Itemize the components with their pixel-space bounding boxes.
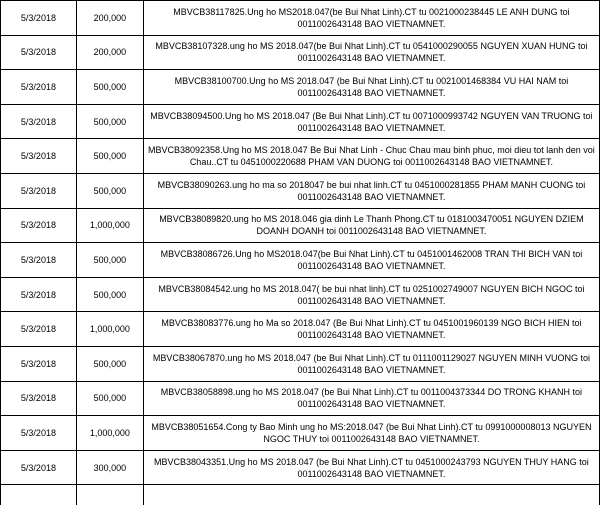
date-cell: 5/3/2018: [1, 381, 77, 416]
description-cell: MBVCB38092358.Ung ho MS 2018.047 Be Bui Nhat Linh - Chuc Chau mau binh phuc, moi dieu tot lanh den voi Chau..CT tu 0451000220688 PHAM VAN DUONG toi 0011002643148 BAO VIETNAMNET.: [143, 139, 599, 174]
description-cell: MBVCB38051654.Cong ty Bao Minh ung ho MS:2018.047 (be Bui Nhat Linh).CT tu 0991000008013 NGUYEN NGOC THUY toi 0011002643148 BAO VIETNAMNET.: [143, 416, 599, 451]
empty-cell: [143, 485, 599, 505]
date-cell: 5/3/2018: [1, 346, 77, 381]
table-row: [1, 70, 600, 105]
description-cell: MBVCB38043351.Ung ho MS 2018.047 (be Bui Nhat Linh).CT tu 0451000243793 NGUYEN THUY HANG toi 0011002643148 BAO VIETNAMNET.: [143, 450, 599, 485]
table-row: [1, 208, 600, 243]
amount-cell: 1,000,000: [76, 312, 143, 347]
empty-cell: [1, 485, 77, 505]
description-cell: MBVCB38084542.ung ho MS 2018.047( be bui nhat linh).CT tu 0251002749007 NGUYEN BICH NGOC toi 0011002643148 BAO VIETNAMNET.: [143, 277, 599, 312]
table-row: [1, 381, 600, 416]
date-cell: 5/3/2018: [1, 104, 77, 139]
description-cell: MBVCB38086726.Ung ho MS2018.047(be Bui Nhat Linh).CT tu 0451001462008 TRAN THI BICH VAN toi 0011002643148 BAO VIETNAMNET.: [143, 243, 599, 278]
amount-cell: 500,000: [76, 70, 143, 105]
description-cell: MBVCB38083776.ung ho Ma so 2018.047 (Be Bui Nhat Linh).CT tu 0451001960139 NGO BICH HIEN toi 0011002643148 BAO VIETNAMNET.: [143, 312, 599, 347]
amount-cell: 500,000: [76, 381, 143, 416]
date-cell: 5/3/2018: [1, 139, 77, 174]
description-cell: MBVCB38067870.ung ho MS 2018.047 (be Bui Nhat Linh).CT tu 0111001129027 NGUYEN MINH VUONG toi 0011002643148 BAO VIETNAMNET.: [143, 346, 599, 381]
table-row: [1, 485, 600, 505]
amount-cell: 500,000: [76, 346, 143, 381]
table-row: [1, 346, 600, 381]
description-cell: MBVCB38100700.Ung ho MS 2018.047 (be Bui Nhat Linh).CT tu 0021001468384 VU HAI NAM toi 0011002643148 BAO VIETNAMNET.: [143, 70, 599, 105]
table-row: [1, 104, 600, 139]
description-cell: MBVCB38089820.ung ho MS 2018.046 gia dinh Le Thanh Phong.CT tu 0181003470051 NGUYEN DZIEM DOANH DOANH toi 0011002643148 BAO VIETNAMNET.: [143, 208, 599, 243]
table-row: [1, 416, 600, 451]
table-row: [1, 243, 600, 278]
date-cell: 5/3/2018: [1, 243, 77, 278]
description-cell: MBVCB38090263.ung ho ma so 2018047 be bui nhat linh.CT tu 0451000281855 PHAM MANH CUONG toi 0011002643148 BAO VIETNAMNET.: [143, 173, 599, 208]
description-cell: MBVCB38058898.ung ho MS 2018.047 (be Bui Nhat Linh).CT tu 0011004373344 DO TRONG KHANH toi 0011002643148 BAO VIETNAMNET.: [143, 381, 599, 416]
table-row: [1, 173, 600, 208]
table-row: [1, 1, 600, 36]
description-cell: MBVCB38107328.ung ho MS 2018.047(be Bui Nhat Linh).CT tu 0541000290055 NGUYEN XUAN HUNG toi 0011002643148 BAO VIETNAMNET.: [143, 35, 599, 70]
amount-cell: 200,000: [76, 1, 143, 36]
table-row: [1, 450, 600, 485]
date-cell: 5/3/2018: [1, 173, 77, 208]
date-cell: 5/3/2018: [1, 208, 77, 243]
table-row: [1, 312, 600, 347]
donation-rows: [1, 1, 600, 505]
table-row: [1, 277, 600, 312]
amount-cell: 500,000: [76, 243, 143, 278]
description-cell: MBVCB38094500.Ung ho MS 2018.047 (Be Bui Nhat Linh).CT tu 0071000993742 NGUYEN VAN TRUONG toi 0011002643148 BAO VIETNAMNET.: [143, 104, 599, 139]
table-row: [1, 139, 600, 174]
date-cell: 5/3/2018: [1, 312, 77, 347]
date-cell: 5/3/2018: [1, 277, 77, 312]
date-cell: 5/3/2018: [1, 70, 77, 105]
date-cell: 5/3/2018: [1, 1, 77, 36]
amount-cell: 1,000,000: [76, 416, 143, 451]
amount-cell: 1,000,000: [76, 208, 143, 243]
date-cell: 5/3/2018: [1, 416, 77, 451]
description-cell: MBVCB38117825.Ung ho MS2018.047(be Bui Nhat Linh).CT tu 0021000238445 LE ANH DUNG toi 0011002643148 BAO VIETNAMNET.: [143, 1, 599, 36]
amount-cell: 500,000: [76, 104, 143, 139]
amount-cell: 300,000: [76, 450, 143, 485]
amount-cell: 500,000: [76, 277, 143, 312]
date-cell: 5/3/2018: [1, 35, 77, 70]
date-cell: 5/3/2018: [1, 450, 77, 485]
amount-cell: 500,000: [76, 173, 143, 208]
amount-cell: 200,000: [76, 35, 143, 70]
empty-cell: [76, 485, 143, 505]
amount-cell: 500,000: [76, 139, 143, 174]
table-row: [1, 35, 600, 70]
